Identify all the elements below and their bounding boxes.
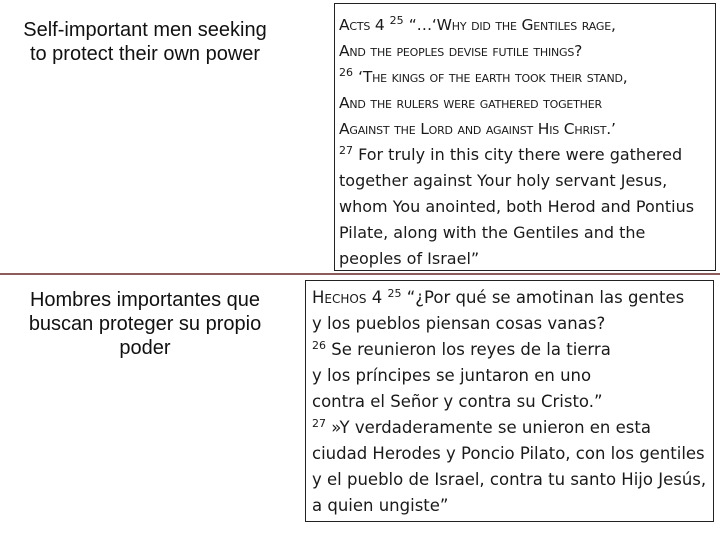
verse-number: 26: [312, 339, 326, 352]
verse-number: 26: [339, 66, 353, 79]
passage-reference: Hechos 4: [312, 288, 383, 307]
verse-number: 25: [389, 14, 404, 27]
verse-number: 25: [387, 287, 402, 300]
verse-27-en: [339, 142, 711, 271]
verse-line: y los pueblos piensan cosas vanas?: [312, 314, 606, 333]
verse-number: 27: [312, 417, 326, 430]
verse-27-es: [312, 415, 708, 519]
verse-26-es: [312, 337, 708, 415]
section-divider: [0, 273, 720, 275]
verse-line: And the rulers were gathered together: [339, 94, 602, 112]
verse-line: Against the Lord and against His Christ.’: [339, 120, 616, 138]
verse-25-es: [312, 285, 708, 337]
verse-25-en: [339, 12, 711, 64]
verse-line: “¿Por qué se amotinan las gentes: [406, 288, 685, 307]
verse-text: »Y verdaderamente se unieron en esta ciudad Herodes y Poncio Pilato, con los gentiles y el pueblo de Israel, contra tu santo Hijo Jesús, a quien ungiste”: [312, 418, 707, 515]
spanish-theme-label: Hombres importantes que buscan proteger su propio poder: [28, 289, 262, 359]
verse-line: ‘The kings of the earth took their stand,: [358, 68, 628, 86]
verse-text: For truly in this city there were gathered together against Your holy servant Jesus, whom You anointed, both Herod and Pontius Pilate, along with the Gentiles and the peoples of Israel”: [339, 145, 695, 268]
verse-line: y los príncipes se juntaron en uno: [312, 366, 592, 385]
english-theme-label: Self-important men seeking to protect their own power: [23, 19, 267, 65]
passage-reference: Acts 4: [339, 16, 385, 34]
verse-line: And the peoples devise futile things?: [339, 42, 583, 60]
spanish-passage-box: [305, 280, 714, 522]
verse-26-en: [339, 64, 711, 142]
verse-number: 27: [339, 144, 353, 157]
english-passage-box: [334, 3, 716, 271]
verse-line: contra el Señor y contra su Cristo.”: [312, 392, 603, 411]
verse-line: Se reunieron los reyes de la tierra: [331, 340, 611, 359]
verse-line: “…‘Why did the Gentiles rage,: [408, 16, 616, 34]
